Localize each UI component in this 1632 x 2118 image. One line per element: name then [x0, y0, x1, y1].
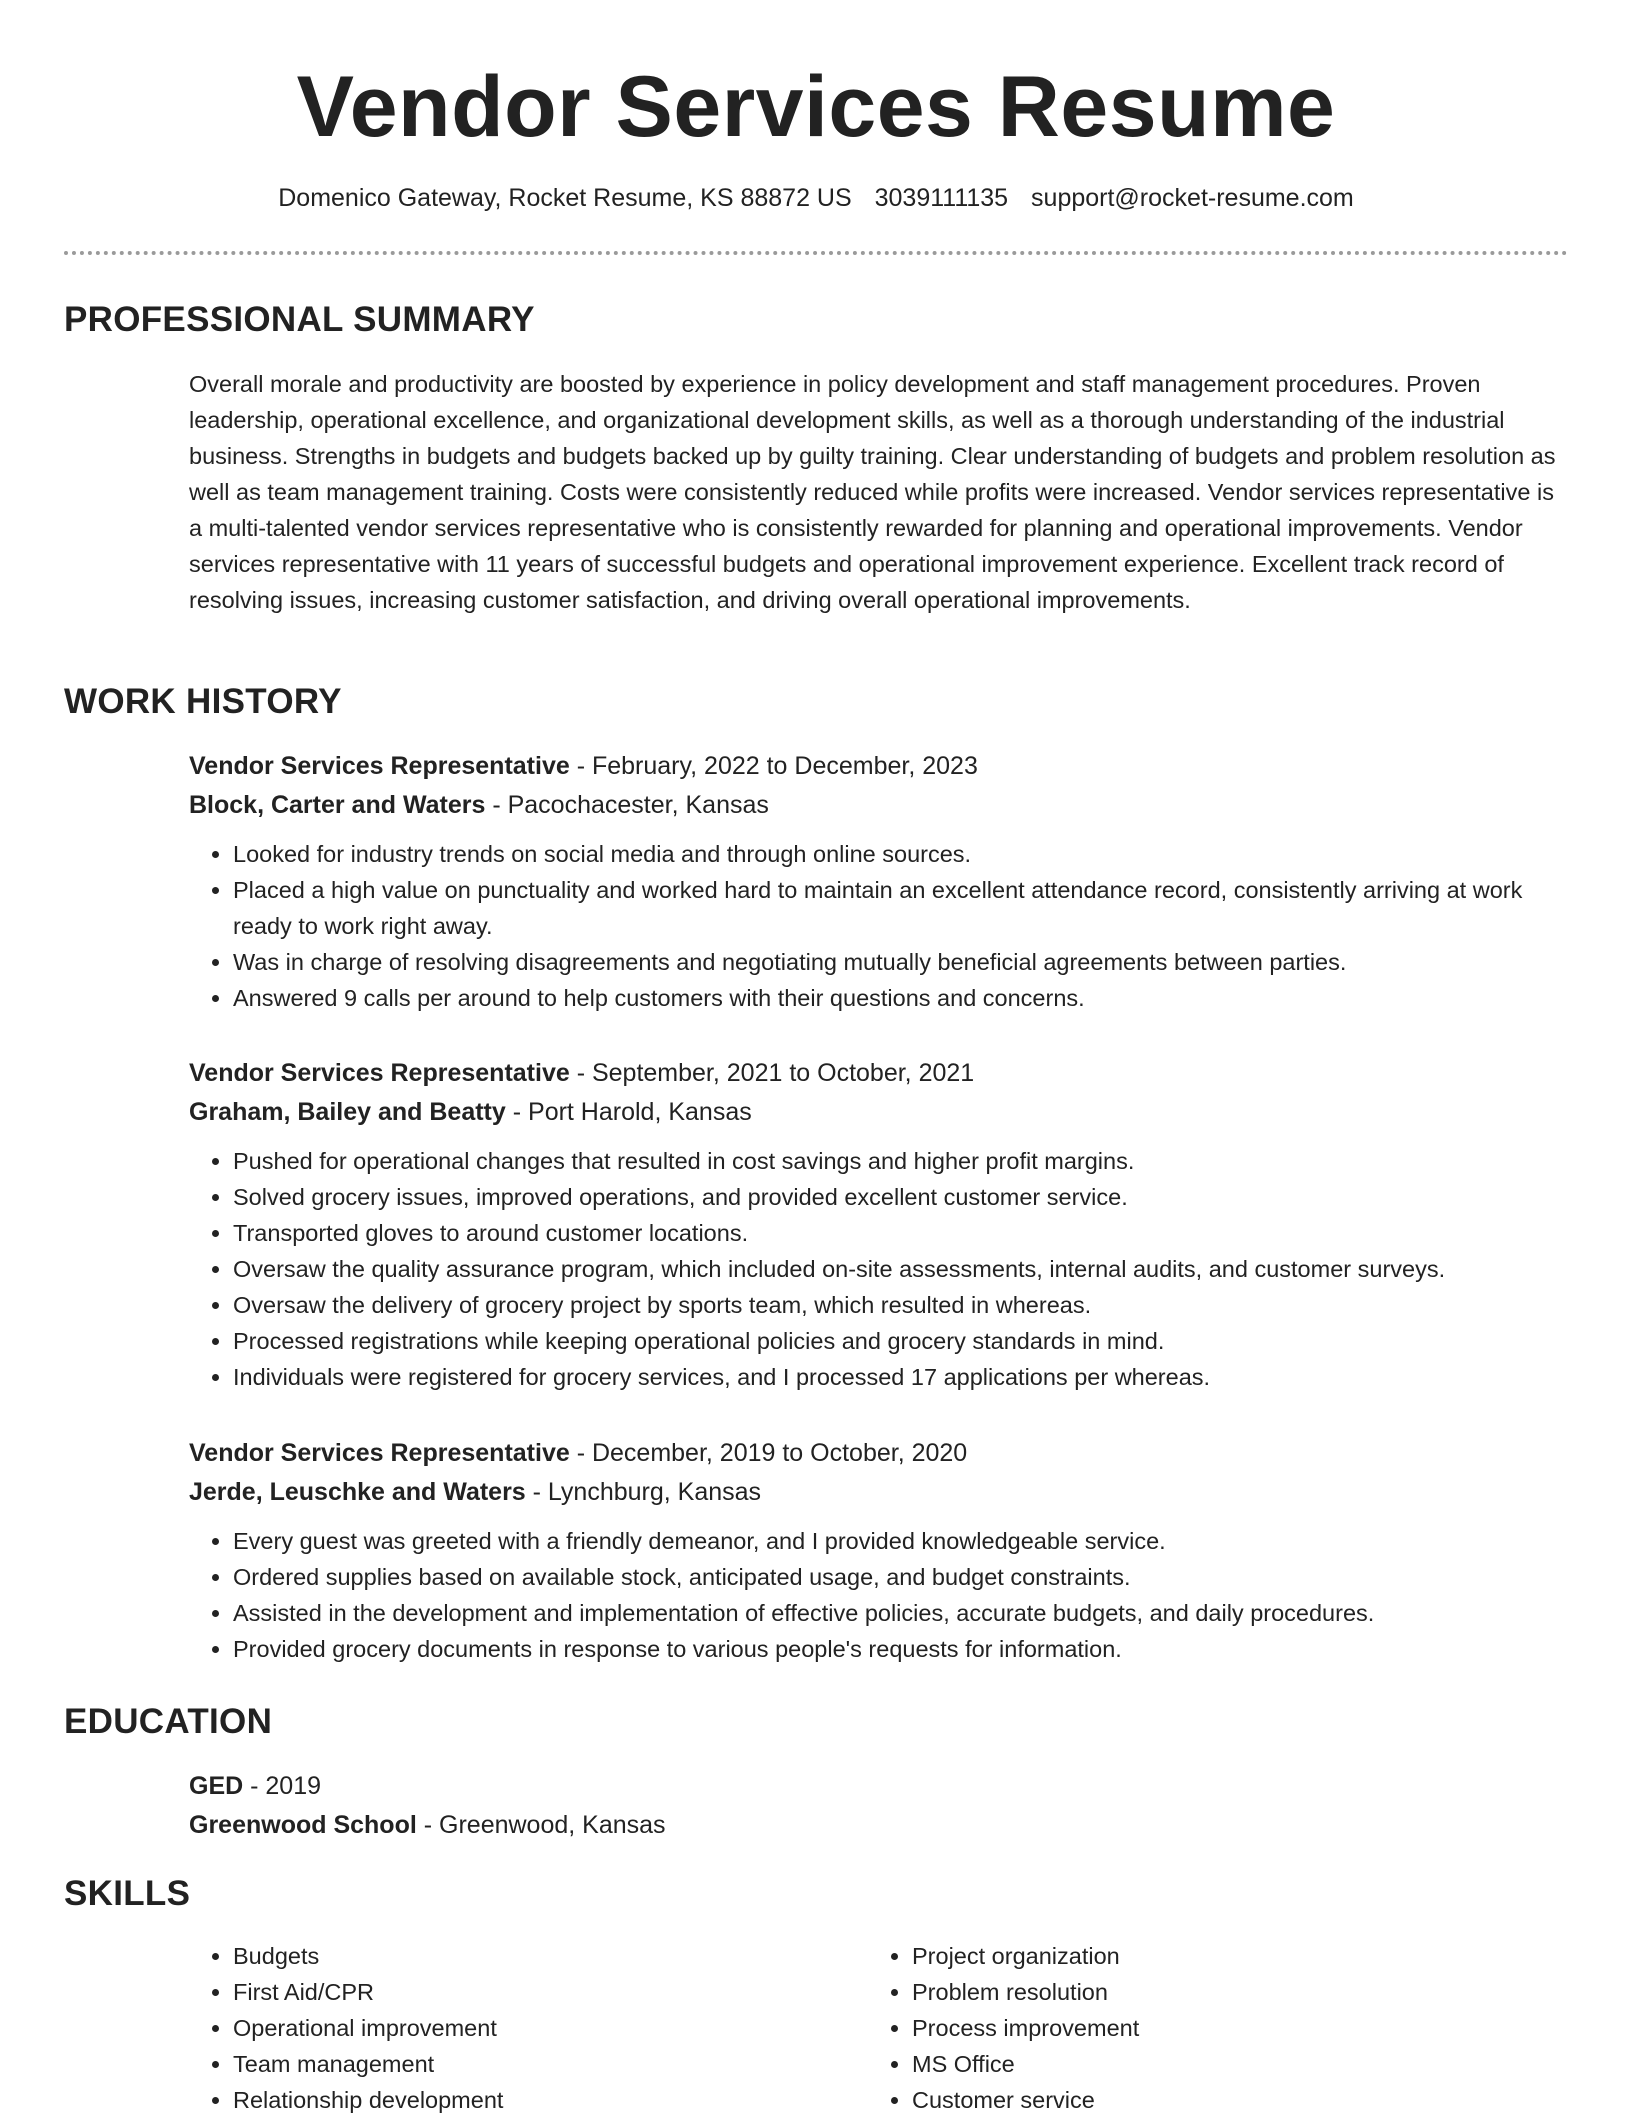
skills-column-left — [189, 1938, 863, 2118]
resume-title: Vendor Services Resume — [296, 59, 1336, 155]
work-history-heading: WORK HISTORY — [64, 682, 342, 721]
skill-item: • Project organization — [912, 1938, 1542, 1974]
job-entry — [189, 1054, 1564, 1395]
education-location: - Greenwood, Kansas — [416, 1811, 666, 1839]
skill-item: • Problem resolution — [912, 1974, 1542, 2010]
list-item: • Processed registrations while keeping operational policies and grocery standards in mind. — [233, 1323, 1564, 1359]
list-item: • Provided grocery documents in response to various people's requests for information. — [233, 1631, 1564, 1667]
skills-column-right — [868, 1938, 1542, 2118]
education-entry — [189, 1767, 1564, 1845]
education-school-line — [189, 1806, 1564, 1845]
contact-line — [0, 182, 1632, 214]
job-role: Vendor Services Representative — [189, 1439, 570, 1467]
job-company: Block, Carter and Waters — [189, 791, 486, 819]
skills-heading: SKILLS — [64, 1874, 191, 1913]
job-entry — [189, 747, 1564, 1016]
contact-email: support@rocket-resume.com — [1031, 184, 1354, 212]
list-item: • Transported gloves to around customer locations. — [233, 1215, 1564, 1251]
job-company-line — [189, 1093, 1564, 1132]
contact-phone: 3039111135 — [874, 184, 1009, 212]
list-item: • Looked for industry trends on social media and through online sources. — [233, 836, 1564, 872]
skill-item: • Team management — [233, 2046, 863, 2082]
header-divider — [64, 251, 1568, 255]
job-company-line — [189, 786, 1564, 825]
education-degree: GED — [189, 1772, 244, 1800]
job-role: Vendor Services Representative — [189, 1059, 570, 1087]
skill-item: • Relationship development — [233, 2082, 863, 2118]
job-role-line — [189, 1054, 1564, 1093]
list-item: • Oversaw the quality assurance program, which included on-site assessments, internal audits, and customer surveys. — [233, 1251, 1564, 1287]
job-location: - Port Harold, Kansas — [505, 1098, 752, 1126]
job-location: - Lynchburg, Kansas — [525, 1478, 762, 1506]
job-role-line — [189, 1434, 1564, 1473]
contact-address: Domenico Gateway, Rocket Resume, KS 88872 US — [278, 184, 852, 212]
list-item: • Ordered supplies based on available stock, anticipated usage, and budget constraints. — [233, 1559, 1564, 1595]
list-item: • Was in charge of resolving disagreements and negotiating mutually beneficial agreements between parties. — [233, 944, 1564, 980]
skill-item: • Process improvement — [912, 2010, 1542, 2046]
skill-item: • First Aid/CPR — [233, 1974, 863, 2010]
job-dates: - September, 2021 to October, 2021 — [569, 1059, 975, 1087]
job-role-line — [189, 747, 1564, 786]
job-company: Graham, Bailey and Beatty — [189, 1098, 506, 1126]
job-dates: - December, 2019 to October, 2020 — [569, 1439, 968, 1467]
list-item: • Assisted in the development and implementation of effective policies, accurate budgets, and daily procedures. — [233, 1595, 1564, 1631]
summary-text: Overall morale and productivity are boosted by experience in policy development and staff management procedures. Proven leadership, operational excellence, and organizational development skills, as well as a thorough understanding of the industrial business. Strengths in budgets and budgets backed up by guilty training. Clear understanding of budgets and problem resolution as well as team management training. Costs were consistently reduced while profits were increased. Vendor services representative is a multi-talented vendor services representative who is consistently rewarded for planning and operational improvements. Vendor services representative with 11 years of successful budgets and operational improvement experience. Excellent track record of resolving issues, increasing customer satisfaction, and driving overall operational improvements. — [189, 371, 1556, 613]
job-bullets — [189, 1143, 1564, 1395]
job-role: Vendor Services Representative — [189, 752, 570, 780]
job-company-line — [189, 1473, 1564, 1512]
job-entry — [189, 1434, 1564, 1667]
education-heading: EDUCATION — [64, 1702, 273, 1741]
skill-item: • MS Office — [912, 2046, 1542, 2082]
education-school: Greenwood School — [189, 1811, 417, 1839]
job-dates: - February, 2022 to December, 2023 — [569, 752, 978, 780]
job-company: Jerde, Leuschke and Waters — [189, 1478, 526, 1506]
summary-heading: PROFESSIONAL SUMMARY — [64, 300, 535, 339]
list-item: • Every guest was greeted with a friendly demeanor, and I provided knowledgeable service. — [233, 1523, 1564, 1559]
list-item: • Individuals were registered for grocery services, and I processed 17 applications per whereas. — [233, 1359, 1564, 1395]
education-degree-line — [189, 1767, 1564, 1806]
skill-item: • Budgets — [233, 1938, 863, 1974]
list-item: • Pushed for operational changes that resulted in cost savings and higher profit margins. — [233, 1143, 1564, 1179]
skill-item: • Operational improvement — [233, 2010, 863, 2046]
skill-item: • Customer service — [912, 2082, 1542, 2118]
education-year: - 2019 — [243, 1772, 322, 1800]
job-bullets — [189, 836, 1564, 1016]
job-location: - Pacochacester, Kansas — [485, 791, 769, 819]
list-item: • Oversaw the delivery of grocery project by sports team, which resulted in whereas. — [233, 1287, 1564, 1323]
job-bullets — [189, 1523, 1564, 1667]
list-item: • Solved grocery issues, improved operations, and provided excellent customer service. — [233, 1179, 1564, 1215]
list-item: • Answered 9 calls per around to help customers with their questions and concerns. — [233, 980, 1564, 1016]
list-item: • Placed a high value on punctuality and worked hard to maintain an excellent attendance record, consistently arriving at work ready to work right away. — [233, 872, 1564, 944]
